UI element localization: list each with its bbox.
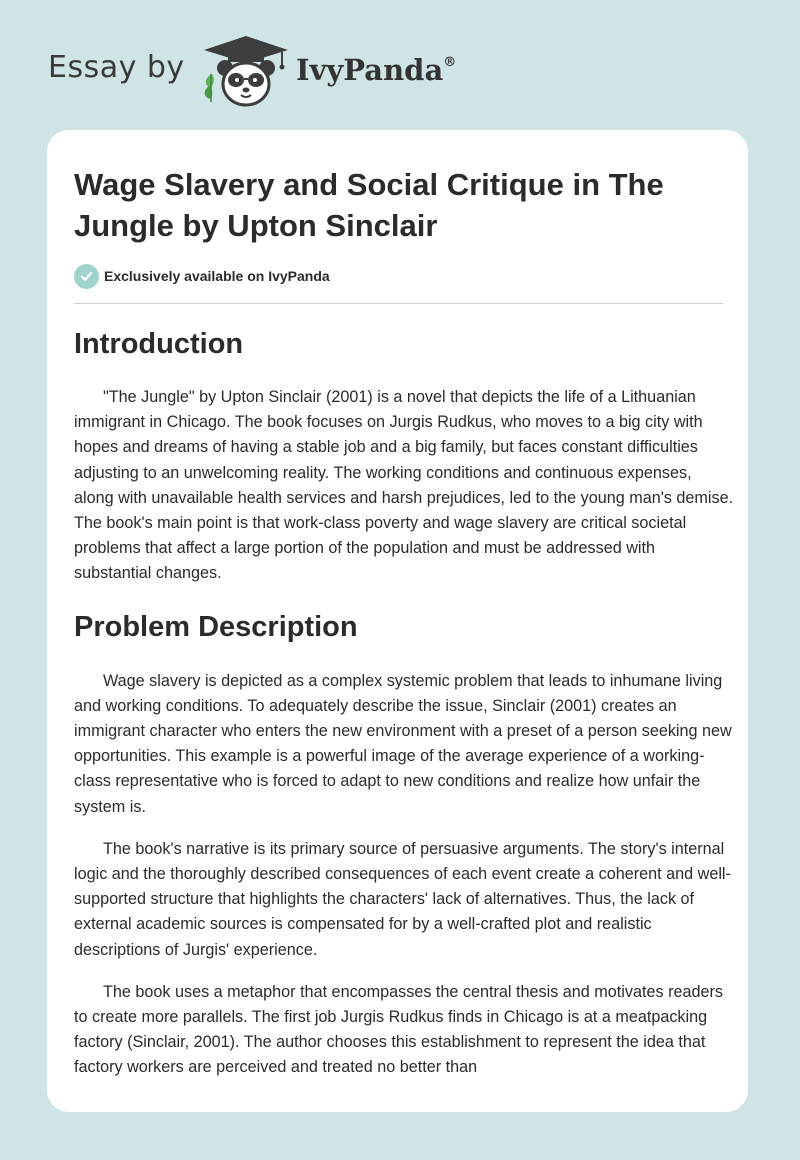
ivy-leaf-icon [205, 74, 214, 102]
essay-body [74, 320, 734, 1081]
essay-by-label: Essay by [48, 50, 185, 85]
section-heading-problem-description: Problem Description [74, 610, 358, 643]
section-heading-introduction: Introduction [74, 328, 244, 360]
essay-card [47, 130, 748, 1112]
exclusive-badge [74, 263, 330, 289]
brand-name: IvyPanda [296, 53, 444, 87]
essay-title: Wage Slavery and Social Critique in The Jungle by Upton Sinclair [74, 167, 664, 243]
divider [74, 303, 723, 304]
badge-text: Exclusively available on IvyPanda [104, 268, 330, 284]
brand-wordmark[interactable] [296, 53, 456, 87]
paragraph: "The Jungle" by Upton Sinclair (2001) is a novel that depicts the life of a Lithuanian immigrant in Chicago. The book focuses on Jurgis Rudkus, who moves to a big city with hopes and dreams of having a stable job and a big family, but faces constant difficulties adjusting to an unwelcoming reality. The working conditions and continuous expenses, along with unavailable health services and harsh prejudices, led to the young man's demise. The book's main point is that work-class poverty and wage slavery are critical societal problems that affect a large portion of the population and must be addressed with substantial changes. [74, 388, 734, 583]
paragraph: Wage slavery is depicted as a complex systemic problem that leads to inhumane living and working conditions. To adequately describe the issue, Sinclair (2001) creates an immigrant character who enters the new environment with a preset of a person seeking new opportunities. This example is a powerful image of the average experience of a working-class representative who is forced to adapt to new conditions and realize how unfair the system is. [74, 671, 732, 816]
paragraph: The book's narrative is its primary source of persuasive arguments. The story's internal logic and the thoroughly described consequences of each event create a coherent and well-supported structure that highlights the characters' lack of alternatives. Thus, the lack of external academic sources is compensated for by a well-crafted plot and realistic descriptions of Jurgis' experience. [74, 839, 731, 959]
panda-graduate-logo-icon[interactable] [198, 34, 290, 110]
registered-mark: ® [443, 55, 457, 71]
site-header [0, 0, 800, 130]
paragraph: The book uses a metaphor that encompasses the central thesis and motivates readers to create more parallels. The first job Jurgis Rudkus finds in Chicago is at a meatpacking factory (Sinclair, 2001). The author chooses this establishment to represent the idea that factory workers are perceived and treated no better than [74, 982, 723, 1077]
check-circle-icon [74, 264, 99, 289]
